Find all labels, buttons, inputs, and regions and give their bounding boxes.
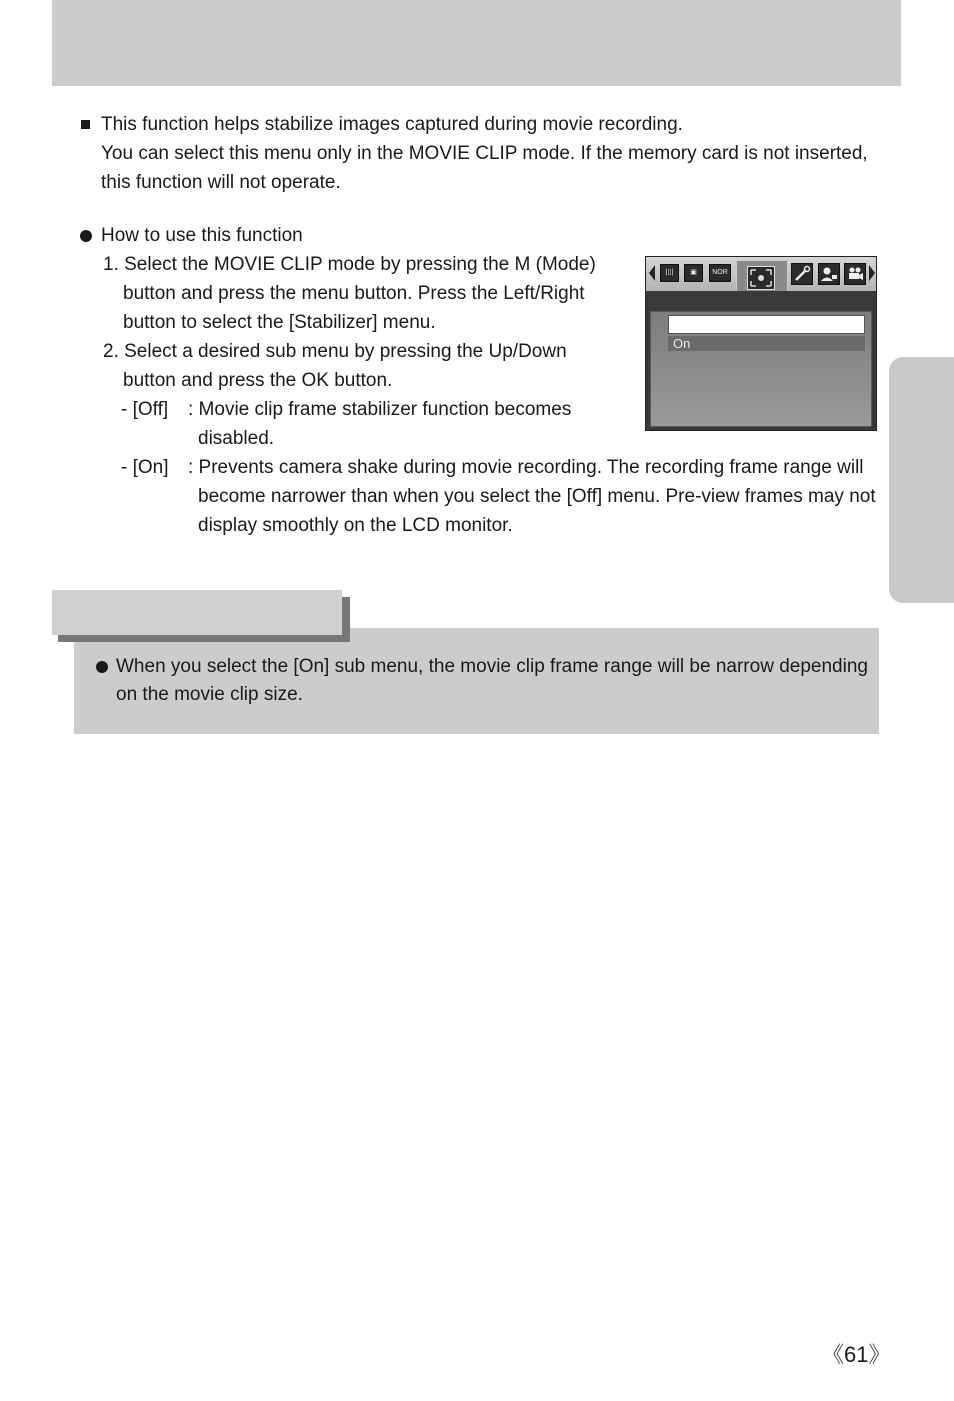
- header-band: [52, 0, 901, 86]
- how-to-heading: How to use this function: [101, 225, 303, 246]
- round-bullet-icon: [96, 661, 108, 673]
- note-line-1: When you select the [On] sub menu, the movie clip frame range will be narrow depending: [116, 656, 868, 677]
- step1-line-3: button to select the [Stabilizer] menu.: [123, 312, 436, 333]
- intro-line-1: This function helps stabilize images captured during movie recording.: [101, 114, 683, 135]
- intro-line-3: this function will not operate.: [101, 172, 341, 193]
- off-option-label: - [Off]: [121, 399, 169, 420]
- movie-camera-icon: [844, 263, 866, 285]
- side-tab: [889, 357, 954, 603]
- lcd-selected-tab: [736, 260, 788, 291]
- stabilizer-icon: [747, 266, 775, 290]
- page-number: 《61》: [822, 1342, 891, 1367]
- on-option-line-2: become narrower than when you select the [Off] menu. Pre-view frames may not: [198, 486, 876, 507]
- note-line-2: on the movie clip size.: [116, 684, 303, 705]
- square-bullet-icon: [81, 120, 90, 129]
- on-option-label: - [On]: [121, 457, 169, 478]
- arrow-left-icon: [649, 265, 655, 281]
- lcd-option-off: [668, 315, 865, 334]
- nor-icon: NOR: [709, 264, 731, 282]
- frame-icon: |▯|: [660, 264, 679, 282]
- wrench-icon: [791, 263, 813, 285]
- off-option-line-2: disabled.: [198, 428, 275, 449]
- user-icon: [818, 263, 840, 285]
- lcd-submenu-panel: [650, 311, 872, 427]
- step1-line-2: button and press the menu button. Press the Left/Right: [123, 283, 585, 304]
- lcd-tab-bar: [646, 257, 876, 291]
- note-tab: [52, 590, 342, 635]
- step2-line-2: button and press the OK button.: [123, 370, 393, 391]
- on-option-line-3: display smoothly on the LCD monitor.: [198, 515, 513, 536]
- intro-line-2: You can select this menu only in the MOVIE CLIP mode. If the memory card is not inserted,: [101, 143, 868, 164]
- lcd-option-on: On: [668, 336, 865, 351]
- camera-lcd-screenshot: [645, 256, 877, 431]
- on-option-line-1: : Prevents camera shake during movie recording. The recording frame range will: [188, 457, 864, 478]
- arrow-right-icon: [869, 265, 875, 281]
- quality-icon: ▣: [684, 264, 703, 282]
- step1-line-1: 1. Select the MOVIE CLIP mode by pressing the M (Mode): [103, 254, 596, 275]
- round-bullet-icon: [80, 230, 92, 242]
- off-option-line-1: : Movie clip frame stabilizer function becomes: [188, 399, 572, 420]
- step2-line-1: 2. Select a desired sub menu by pressing the Up/Down: [103, 341, 567, 362]
